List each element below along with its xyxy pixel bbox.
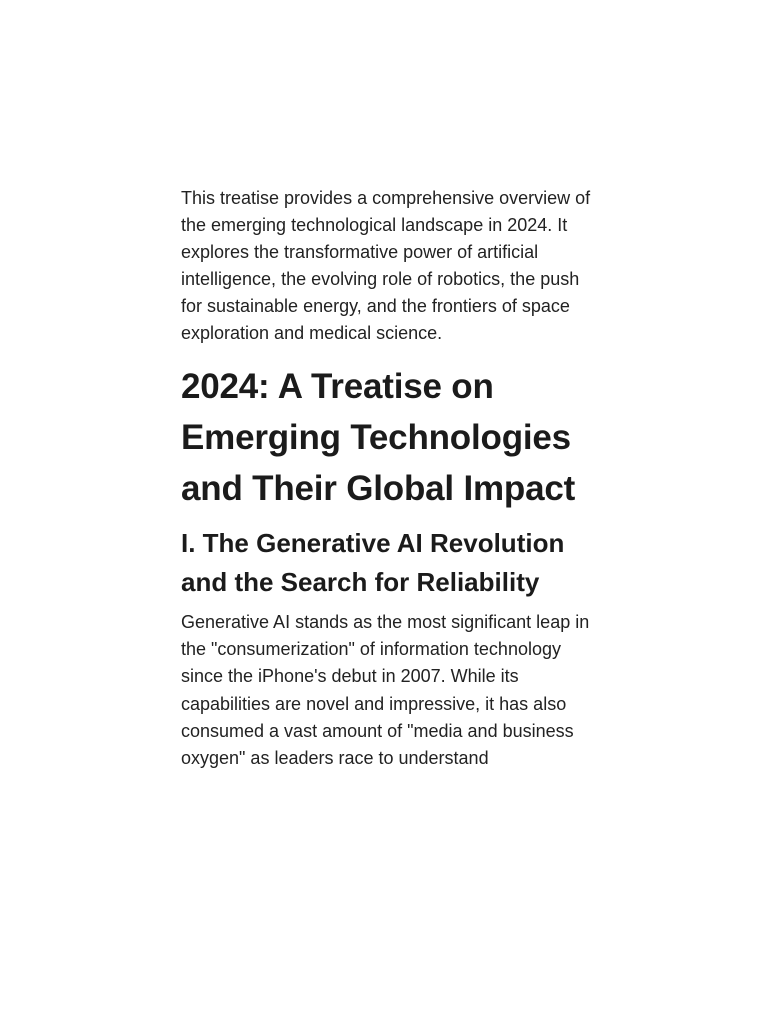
abstract-paragraph: This treatise provides a comprehensive overview of the emerging technological landscape in 2024. It explores the transformative power of artificial intelligence, the evolving role of robotics, the push for sustainable energy, and the frontiers of space exploration and medical science. [181,188,591,343]
section-paragraph: Generative AI stands as the most significant leap in the "consumerization" of information technology since the iPhone's debut in 2007. While its capabilities are novel and impressive, it has also consumed a vast amount of "media and business oxygen" as leaders race to understand [181,612,590,769]
section-heading: I. The Generative AI Revolution and the Search for Reliability [181,528,565,597]
document-title: 2024: A Treatise on Emerging Technologies and Their Global Impact [181,367,576,508]
document-page [181,185,591,772]
